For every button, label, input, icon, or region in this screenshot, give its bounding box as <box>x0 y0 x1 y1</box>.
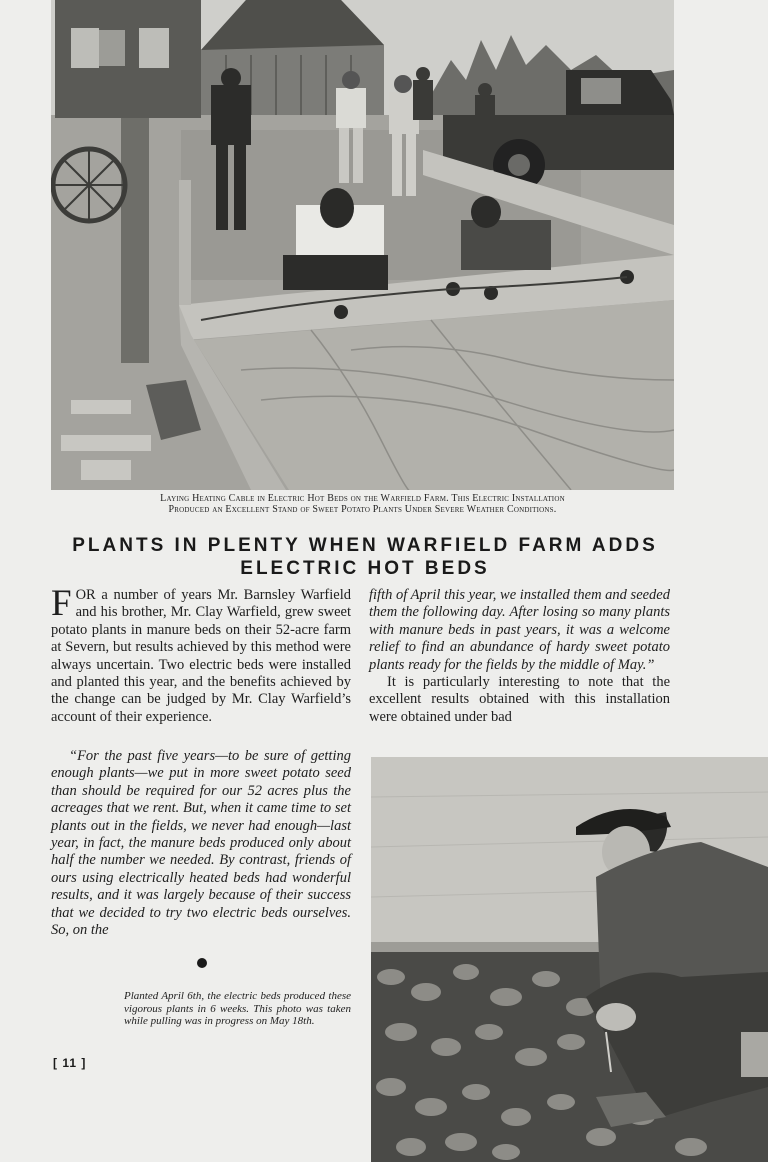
quote-text: “For the past five years—to be sure of getting enough plants—we put in more sweet potato seed than should be required for our 52 acres plus the acreages that we rent. But, when it came time to set plants out in the fields, we never had enough—last year, in fact, the manure beds produced only about half the number we needed. By contrast, friends of ours using electrically heated beds had wonderful results, and it was largely because of their success that we decided to try two electric beds ourselves. So, on the <box>51 748 351 939</box>
quote-continued: fifth of April this year, we installed them and seeded them the following day. After losing so many plants with manure beds in past years, it was a welcome relief to find an abundance of hardy sweet potato plants ready for the fields by the middle of May.” <box>369 587 670 673</box>
page-number: [ 11 ] <box>53 1056 87 1070</box>
hot-bed-photo <box>51 0 674 490</box>
headline-line-1: PLANTS IN PLENTY WHEN WARFIELD FARM ADDS <box>72 535 658 556</box>
hot-bed-photo-illustration <box>51 0 674 490</box>
drop-cap: F <box>51 583 72 624</box>
sweet-potato-plants-photo <box>371 757 768 1162</box>
article-column-right <box>369 587 670 726</box>
top-photo-caption-line-2: Produced an Excellent Stand of Sweet Potato Plants Under Severe Weather Conditions. <box>168 504 557 515</box>
top-photo-caption-line-1: Laying Heating Cable in Electric Hot Beds on the Warfield Farm. This Electric Installation <box>160 493 565 504</box>
intro-text: OR a number of years Mr. Barnsley Warfield and his brother, Mr. Clay Warfield, grew sweet potato plants in manure beds on their 52-acre farm at Severn, but results achieved by this method were always uncertain. Two electric beds were installed and planted this year, and the benefits achieved by the change can be judged by Mr. Clay Warfield’s account of their experience. <box>51 587 351 725</box>
article-column-left <box>51 583 351 726</box>
closing-paragraph: It is particularly interesting to note that the excellent results obtained with this installation were obtained under bad <box>369 674 670 725</box>
headline-line-2: ELECTRIC HOT BEDS <box>240 558 490 579</box>
intro-paragraph <box>51 583 351 726</box>
bottom-photo-caption: Planted April 6th, the electric beds produced these vigorous plants in 6 weeks. This photo was taken while pulling was in progress on May 18th. <box>124 990 351 1028</box>
bullet-dot <box>197 958 207 968</box>
sweet-potato-plants-illustration <box>371 757 768 1162</box>
article-headline <box>30 534 700 580</box>
quote-paragraph <box>51 748 351 939</box>
top-photo-caption <box>51 493 674 515</box>
